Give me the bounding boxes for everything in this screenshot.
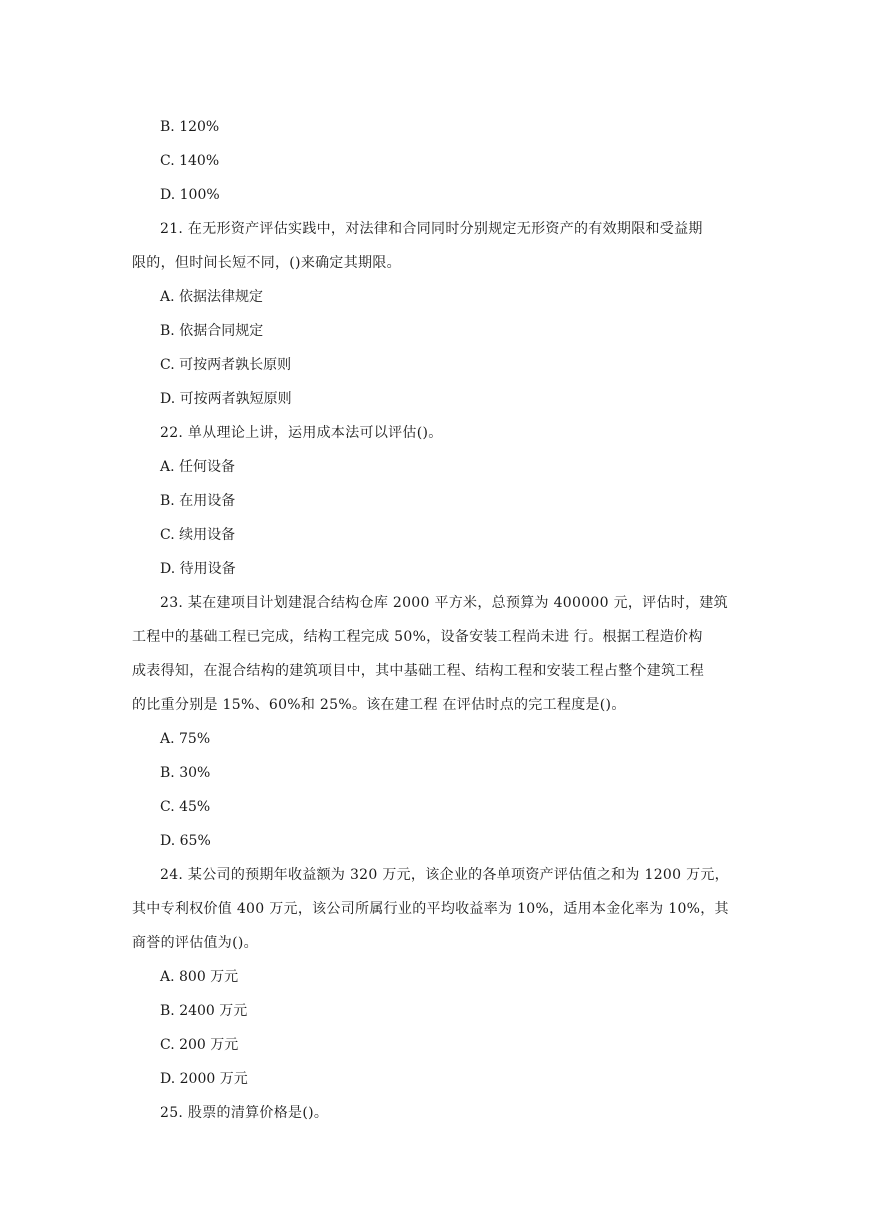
question-24-line: 其中专利权价值 400 万元，该公司所属行业的平均收益率为 10%，适用本金化率为 10%，其 bbox=[132, 901, 729, 917]
question-23-line: 的比重分别是 15%、60%和 25%。该在建工程 在评估时点的完工程度是()。 bbox=[132, 697, 626, 713]
option-line: B. 在用设备 bbox=[160, 493, 236, 509]
question-23-line: 成表得知，在混合结构的建筑项目中，其中基础工程、结构工程和安装工程占整个建筑工程 bbox=[132, 663, 704, 679]
option-line: B. 2400 万元 bbox=[160, 1003, 248, 1019]
option-line: A. 依据法律规定 bbox=[160, 289, 264, 305]
option-line: D. 2000 万元 bbox=[160, 1071, 248, 1087]
option-line: C. 200 万元 bbox=[160, 1037, 239, 1053]
option-line: D. 65% bbox=[160, 833, 211, 849]
option-line: C. 续用设备 bbox=[160, 527, 236, 543]
option-line: B. 120% bbox=[160, 119, 220, 135]
question-23-line: 23. 某在建项目计划建混合结构仓库 2000 平方米，总预算为 400000 元，评估时，建筑 bbox=[160, 595, 728, 611]
option-line: A. 75% bbox=[160, 731, 211, 747]
option-line: D. 待用设备 bbox=[160, 561, 236, 577]
option-line: C. 45% bbox=[160, 799, 211, 815]
option-line: B. 依据合同规定 bbox=[160, 323, 264, 339]
option-line: C. 140% bbox=[160, 153, 220, 169]
question-21-line: 21. 在无形资产评估实践中，对法律和合同同时分别规定无形资产的有效期限和受益期 bbox=[160, 221, 703, 237]
question-24-line: 24. 某公司的预期年收益额为 320 万元，该企业的各单项资产评估值之和为 1200 万元， bbox=[160, 867, 729, 883]
question-23-line: 工程中的基础工程已完成，结构工程完成 50%，设备安装工程尚未进 行。根据工程造价构 bbox=[132, 629, 703, 645]
option-line: D. 可按两者孰短原则 bbox=[160, 391, 292, 407]
question-22-line: 22. 单从理论上讲，运用成本法可以评估()。 bbox=[160, 425, 443, 441]
option-line: D. 100% bbox=[160, 187, 220, 203]
option-line: C. 可按两者孰长原则 bbox=[160, 357, 292, 373]
question-21-line: 限的，但时间长短不同，()来确定其期限。 bbox=[132, 255, 401, 271]
option-line: B. 30% bbox=[160, 765, 211, 781]
question-24-line: 商誉的评估值为()。 bbox=[132, 935, 258, 951]
document-body bbox=[132, 110, 742, 1130]
option-line: A. 800 万元 bbox=[160, 969, 239, 985]
option-line: A. 任何设备 bbox=[160, 459, 236, 475]
question-25-line: 25. 股票的清算价格是()。 bbox=[160, 1105, 329, 1121]
